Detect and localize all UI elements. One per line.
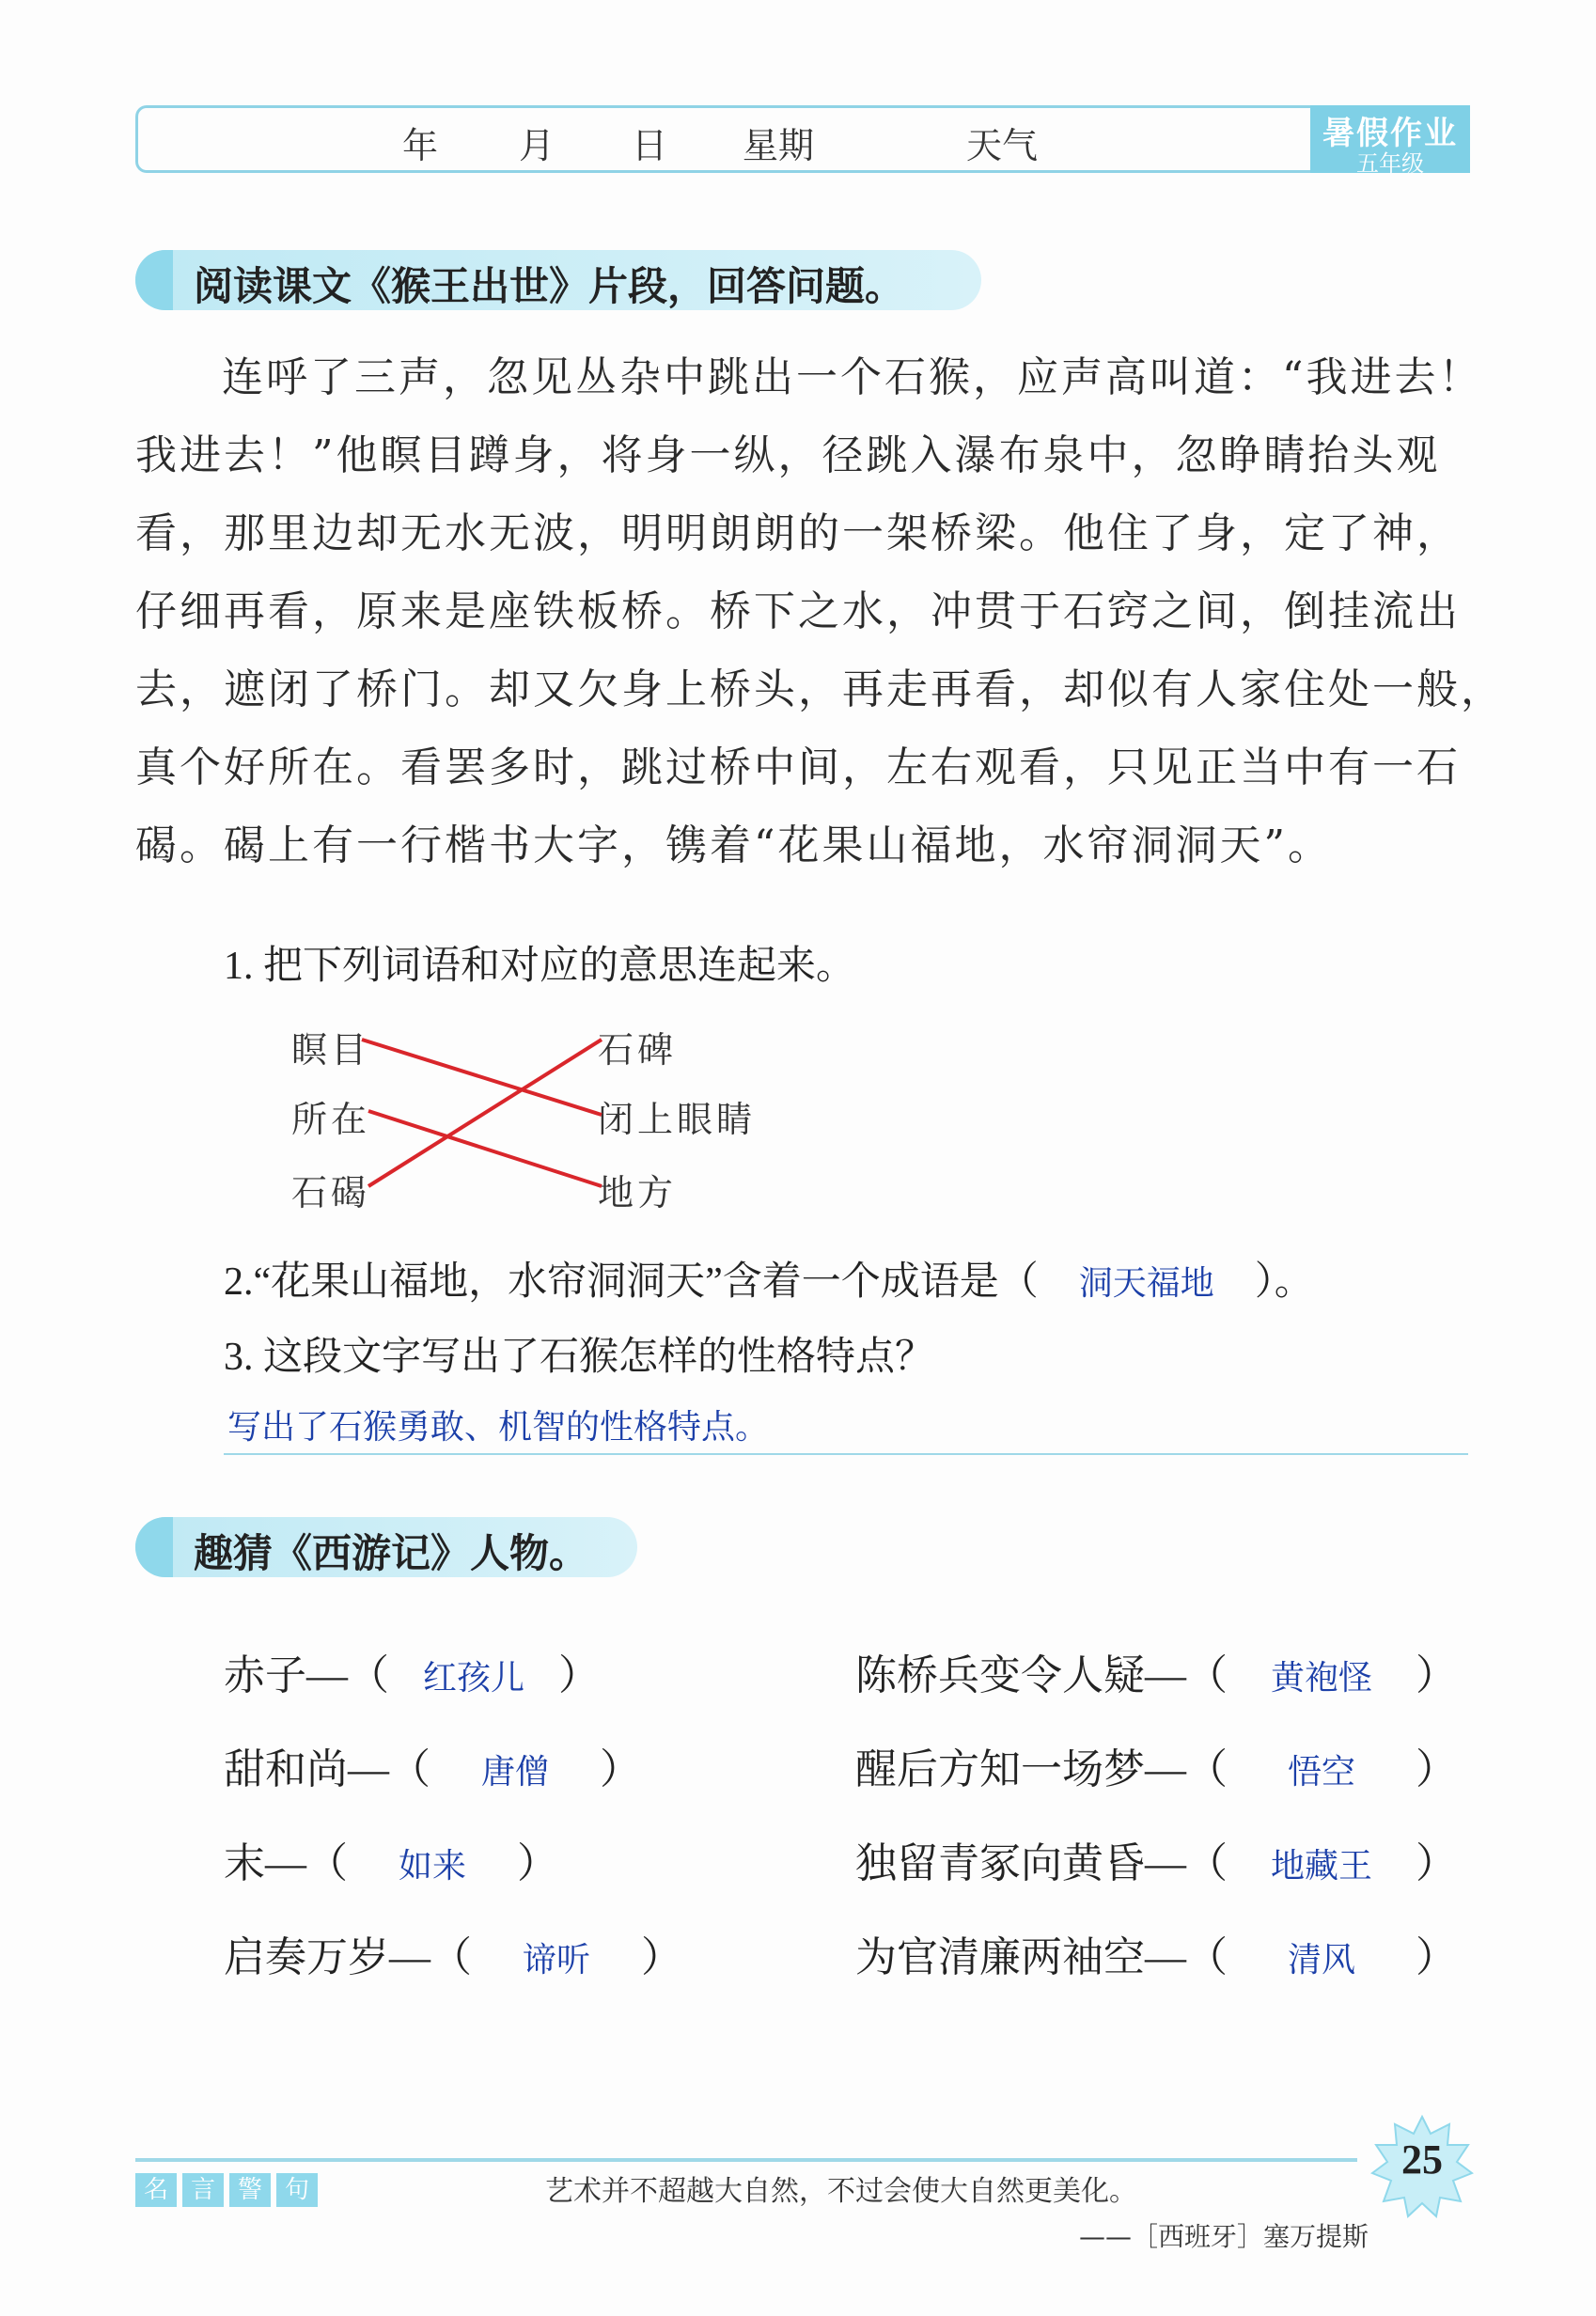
riddle-answer: 红孩儿 xyxy=(422,1659,524,1698)
riddle-right-3 xyxy=(855,1829,1457,1889)
question-2-answer: 洞天福地 xyxy=(1078,1264,1214,1303)
footer-tag-text: 警 xyxy=(237,2176,262,2204)
footer-quote: 艺术并不超越大自然，不过会使大自然更美化。 xyxy=(545,2175,1137,2208)
answer-underline xyxy=(224,1453,1468,1455)
riddle-prompt: 醒后方知一场梦—（ xyxy=(855,1746,1228,1792)
match-line-2 xyxy=(368,1111,602,1186)
passage-line: 真个好所在。看罢多时，跳过桥中间，左右观看，只见正当中有一石 xyxy=(135,743,1461,791)
riddle-prompt: 赤子—（ xyxy=(224,1652,389,1698)
riddle-answer: 清风 xyxy=(1287,1941,1355,1980)
riddle-close: ） xyxy=(558,1652,600,1698)
passage-line: 碣。碣上有一行楷书大字，镌着“花果山福地，水帘洞洞天”。 xyxy=(135,822,1332,869)
riddle-answer: 地藏王 xyxy=(1270,1847,1372,1886)
match-line-3 xyxy=(368,1040,602,1186)
question-2-prefix: 2.“花果山福地，水帘洞洞天”含着一个成语是（ xyxy=(224,1260,1039,1304)
riddle-left-2 xyxy=(224,1735,641,1795)
left-word-2: 所在 xyxy=(291,1099,371,1140)
riddle-prompt: 为官清廉两袖空—（ xyxy=(855,1934,1228,1980)
riddle-left-4 xyxy=(224,1923,682,1983)
footer-tag-1 xyxy=(135,2173,177,2207)
riddle-prompt: 启奏万岁—（ xyxy=(224,1934,472,1980)
brand-subtitle: 五年级 xyxy=(1356,150,1424,177)
riddle-close: ） xyxy=(641,1934,682,1980)
riddle-right-1 xyxy=(855,1641,1457,1701)
riddle-close: ） xyxy=(1416,1934,1457,1980)
section2-title: 趣猜《西游记》人物。 xyxy=(194,1530,589,1576)
riddle-close: ） xyxy=(517,1840,558,1886)
riddle-prompt: 甜和尚—（ xyxy=(224,1746,430,1792)
riddle-left-1 xyxy=(224,1641,600,1701)
footer-tag-3 xyxy=(229,2173,271,2207)
riddle-left-3 xyxy=(224,1829,558,1889)
riddle-answer: 黄袍怪 xyxy=(1270,1659,1372,1698)
passage-line: 我进去！”他瞑目蹲身，将身一纵，径跳入瀑布泉中，忽睁睛抬头观 xyxy=(135,431,1441,479)
header-field-weather: 天气 xyxy=(966,125,1039,166)
right-word-2: 闭上眼睛 xyxy=(598,1099,757,1140)
question-3-answer: 写出了石猴勇敢、机智的性格特点。 xyxy=(227,1408,770,1447)
riddle-close: ） xyxy=(1416,1840,1457,1886)
riddle-close: ） xyxy=(600,1746,641,1792)
footer-tag-text: 言 xyxy=(190,2176,215,2204)
section1-title: 阅读课文《猴王出世》片段，回答问题。 xyxy=(194,263,905,309)
riddle-prompt: 陈桥兵变令人疑—（ xyxy=(855,1652,1228,1698)
riddle-right-2 xyxy=(855,1735,1457,1795)
header-field-month: 月 xyxy=(519,125,555,166)
header-field-weekday: 星期 xyxy=(743,125,815,166)
riddle-prompt: 独留青冢向黄昏—（ xyxy=(855,1840,1228,1886)
passage-line: 连呼了三声，忽见丛杂中跳出一个石猴，应声高叫道：“我进去！ xyxy=(222,353,1483,401)
question-2-suffix: ）。 xyxy=(1254,1260,1314,1304)
riddle-answer: 如来 xyxy=(398,1847,466,1886)
right-word-1: 石碑 xyxy=(598,1029,678,1071)
footer-rule xyxy=(135,2158,1357,2162)
question-2 xyxy=(224,1250,1314,1307)
footer-tag-text: 句 xyxy=(284,2176,309,2204)
left-word-1: 瞑目 xyxy=(291,1029,371,1071)
question-3: 3. 这段文字写出了石猴怎样的性格特点？ xyxy=(224,1336,935,1379)
brand-title: 暑假作业 xyxy=(1322,115,1458,152)
riddle-close: ） xyxy=(1416,1746,1457,1792)
riddle-close: ） xyxy=(1416,1652,1457,1698)
passage-line: 看，那里边却无水无波，明明朗朗的一架桥梁。他住了身，定了神， xyxy=(135,509,1461,557)
header-field-year: 年 xyxy=(402,125,439,166)
left-word-3: 石碣 xyxy=(291,1172,371,1213)
riddle-answer: 悟空 xyxy=(1287,1753,1355,1792)
footer-tag-text: 名 xyxy=(143,2176,168,2204)
passage-line: 去，遮闭了桥门。却又欠身上桥头，再走再看，却似有人家住处一般， xyxy=(135,665,1505,713)
question-1: 1. 把下列词语和对应的意思连起来。 xyxy=(224,945,856,988)
riddle-right-4 xyxy=(855,1923,1457,1983)
riddle-answer: 唐僧 xyxy=(480,1753,549,1792)
footer-author: ——［西班牙］塞万提斯 xyxy=(1079,2221,1369,2252)
riddle-answer: 谛听 xyxy=(522,1941,590,1980)
footer-tag-2 xyxy=(182,2173,224,2207)
passage-line: 仔细再看，原来是座铁板桥。桥下之水，冲贯于石窍之间，倒挂流出 xyxy=(135,587,1461,635)
riddle-prompt: 末—（ xyxy=(224,1840,348,1886)
page-number: 25 xyxy=(1401,2136,1443,2183)
right-word-3: 地方 xyxy=(598,1172,678,1213)
match-line-1 xyxy=(362,1040,602,1115)
footer-tag-4 xyxy=(276,2173,318,2207)
header-field-day: 日 xyxy=(632,125,668,166)
